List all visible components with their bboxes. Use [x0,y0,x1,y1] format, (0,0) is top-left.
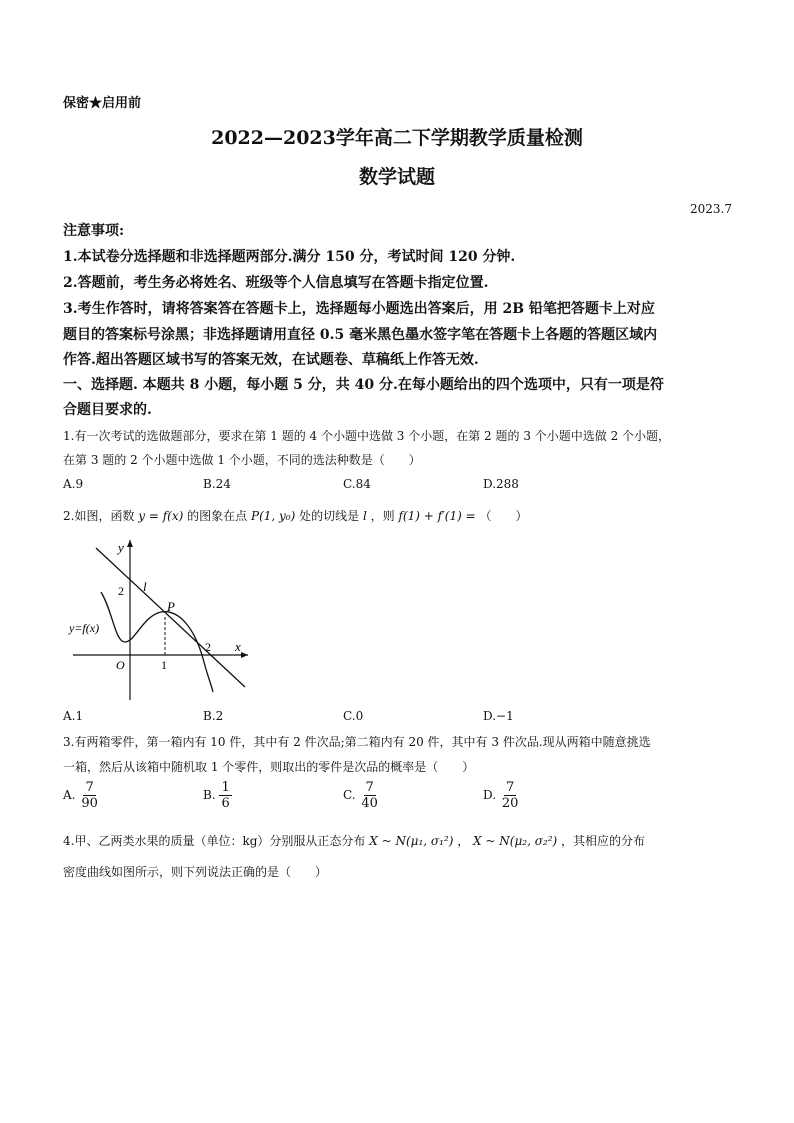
note-item-3-line3: 作答.超出答题区域书写的答案无效，在试题卷、草稿纸上作答无效. [63,352,479,368]
q2-point: P(1, y₀) [251,509,296,523]
q2-mid1: 的图象在点 [187,509,248,523]
q3-option-c-fraction: $\frac{7}{40}$ [361,780,378,811]
q3-option-d-label: D. [483,788,497,802]
x-axis-arrow [241,652,248,658]
q4-distribution-1: X ~ N(μ₁, σ₁²) [369,834,454,848]
origin-label: O [116,658,125,672]
q2-mid2: 处的切线是 [299,509,360,523]
q1-option-c: C.84 [343,477,371,491]
q2-function: y = f(x) [138,509,184,523]
q3-option-a-label: A. [63,788,76,802]
confidential-mark: 保密★启用前 [63,96,142,111]
q4-suffix: ，其相应的分布 [561,834,646,848]
q2-option-a: A.1 [63,709,84,723]
q2-line: l [362,509,367,523]
note-item-1: 1.本试卷分选择题和非选择题两部分.满分 150 分，考试时间 120 分钟. [63,249,516,265]
exam-subtitle: 数学试题 [358,166,435,188]
q3-option-b-fraction: $\frac{1}{6}$ [221,780,230,811]
section-heading-line2: 合题目要求的. [63,402,152,418]
question-4-line2: 密度曲线如图所示，则下列说法正确的是（ ） [63,865,328,879]
q3-option-b-label: B. [203,788,216,802]
note-item-3-line1: 3.考生作答时，请将答案答在答题卡上，选择题每小题选出答案后，用 2B 铅笔把答题卡上对应 [63,301,655,317]
q2-option-c: C.0 [343,709,364,723]
question-4-line1 [63,832,645,849]
q3-option-c-label: C. [343,788,356,802]
exam-title: 2022—2023学年高二下学期教学质量检测 [211,127,583,149]
x-one-label: 1 [161,658,167,672]
note-item-3-line2: 题目的答案标号涂黑；非选择题请用直径 0.5 毫米黑色墨水签字笔在答题卡上各题的答题区域内 [63,327,658,343]
q2-mid3: ，则 [370,509,395,523]
q2-option-d: D.−1 [483,709,514,723]
q2-expression: f(1) + f′(1) = [398,509,476,523]
q3-option-d-fraction: $\frac{7}{20}$ [501,780,519,811]
q3-option-d [483,780,520,811]
y-axis-arrow [127,540,133,547]
q2-graph [63,532,263,707]
tangent-label: l [143,579,147,594]
q3-option-a [63,780,100,811]
curve-label: y=f(x) [69,621,100,635]
q4-distribution-2: X ~ N(μ₂, σ₂²) [473,834,558,848]
question-3-line1: 3.有两箱零件，第一箱内有 10 件，其中有 2 件次品;第二箱内有 20 件，其中有 3 件次品.现从两箱中随意挑选 [63,735,651,749]
question-1-line1: 1.有一次考试的选做题部分，要求在第 1 题的 4 个小题中选做 3 个小题，在第 2 题的 3 个小题中选做 2 个小题， [63,429,671,443]
q3-option-a-fraction: $\frac{7}{90}$ [81,780,98,811]
q1-option-a: A.9 [63,477,84,491]
y-intercept-label: 2 [118,584,124,598]
q3-option-b [203,780,232,811]
question-3-line2: 一箱，然后从该箱中随机取 1 个零件，则取出的零件是次品的概率是（ ） [63,760,475,774]
q2-suffix: （ ） [479,509,528,523]
q1-option-b: B.24 [203,477,231,491]
q4-prefix: 4.甲、乙两类水果的质量（单位：kg）分别服从正态分布 [63,834,366,848]
q4-separator: ， [457,834,470,848]
point-p-label: P [167,599,175,614]
x-axis-label: x [235,639,241,654]
q2-option-b: B.2 [203,709,224,723]
section-heading-line1: 一、选择题. 本题共 8 小题，每小题 5 分，共 40 分.在每小题给出的四个选项中，只有一项是符 [63,377,664,393]
y-axis-label: y [118,540,124,555]
x-intercept-label: 2 [205,640,211,654]
q2-prefix: 2.如图，函数 [63,509,135,523]
notes-heading: 注意事项: [63,223,125,239]
q1-option-d: D.288 [483,477,519,491]
note-item-2: 2.答题前，考生务必将姓名、班级等个人信息填写在答题卡指定位置. [63,275,489,291]
exam-date: 2023.7 [690,202,732,216]
q3-option-c [343,780,380,811]
question-2-text [63,507,527,524]
question-1-line2: 在第 3 题的 2 个小题中选做 1 个小题，不同的选法种数是（ ） [63,453,421,467]
